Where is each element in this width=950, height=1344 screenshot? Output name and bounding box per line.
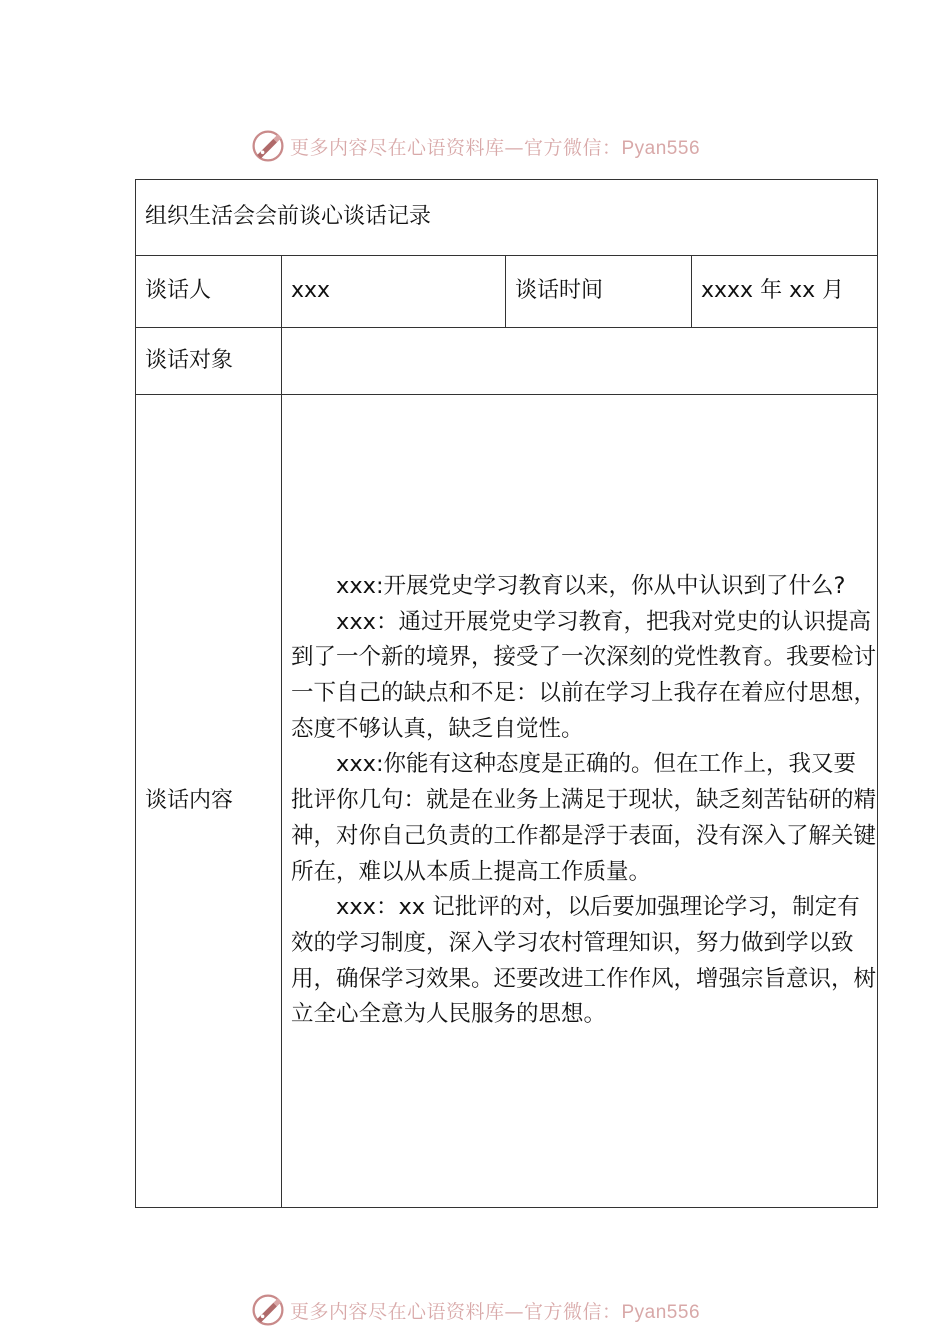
content-paragraph: xxx：xx 记批评的对，以后要加强理论学习，制定有效的学习制度，深入学习农村管理知识，努力做到学以致用，确保学习效果。还要改进工作作风，增强宗旨意识，树立全心全意为人民服务的思想。: [291, 894, 877, 1028]
content-paragraph: xxx:你能有这种态度是正确的。但在工作上，我又要批评你几句：就是在业务上满足于现状，缺乏刻苦钻研的精神，对你自己负责的工作都是浮于表面，没有深入了解关键所在，难以从本质上提高工作质量。: [291, 751, 877, 885]
target-value: [282, 328, 878, 395]
pen-logo-icon: [250, 128, 286, 164]
pen-logo-icon: [250, 1292, 286, 1328]
content-label: 谈话内容: [136, 395, 282, 1208]
talk-record-form: [135, 179, 878, 1208]
form-title: 组织生活会会前谈心谈话记录: [136, 180, 878, 256]
target-label: 谈话对象: [136, 328, 282, 395]
watermark-header: [0, 124, 950, 168]
time-label: 谈话时间: [506, 256, 692, 328]
speaker-value: xxx: [282, 256, 506, 328]
content-paragraph: xxx:开展党史学习教育以来，你从中认识到了什么?: [336, 572, 846, 599]
time-value: xxxx 年 xx 月: [692, 256, 878, 328]
speaker-label: 谈话人: [136, 256, 282, 328]
content-paragraph: xxx：通过开展党史学习教育，把我对党史的认识提高到了一个新的境界，接受了一次深刻的党性教育。我要检讨一下自己的缺点和不足：以前在学习上我存在着应付思想，态度不够认真，缺乏自觉性。: [291, 608, 877, 742]
watermark-footer: [0, 1288, 950, 1332]
watermark-text: 更多内容尽在心语资料库—官方微信：Pyan556: [289, 136, 701, 159]
watermark-text: 更多内容尽在心语资料库—官方微信：Pyan556: [289, 1300, 701, 1323]
content-body: [282, 395, 878, 1208]
